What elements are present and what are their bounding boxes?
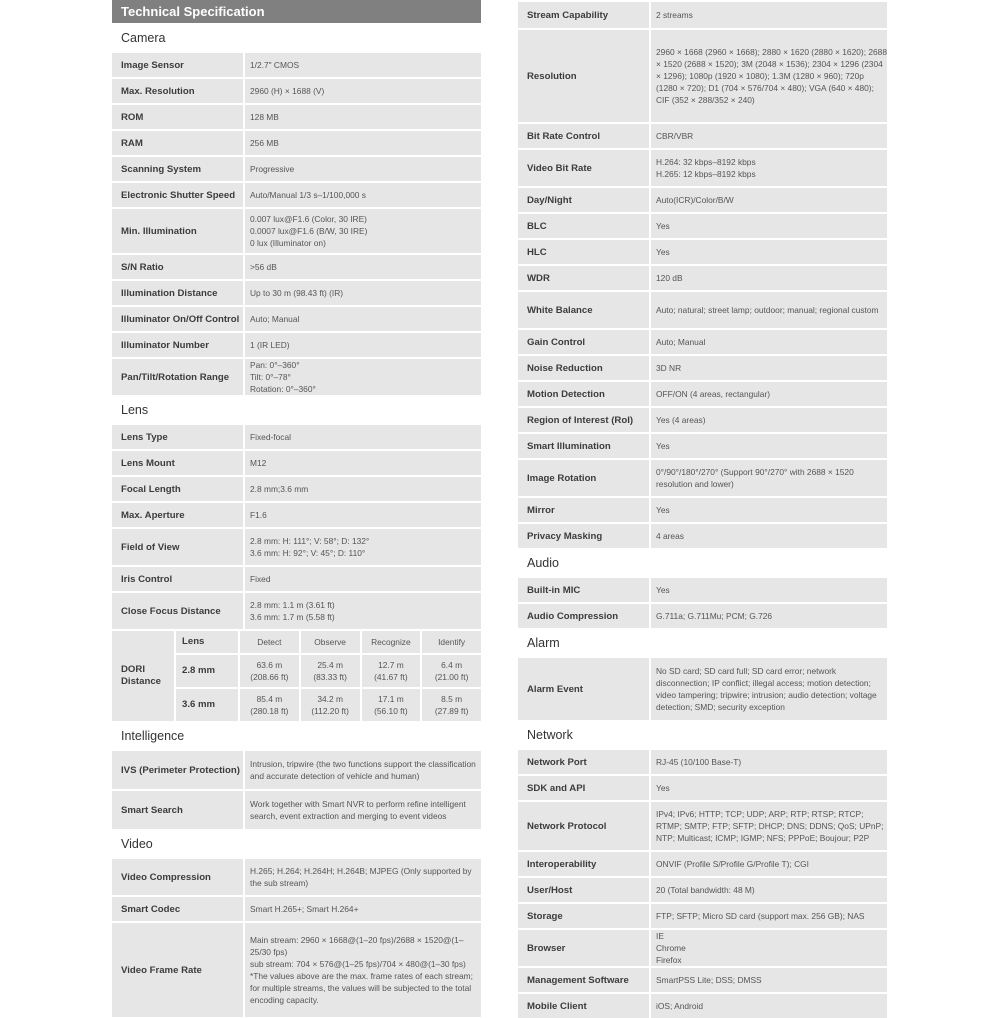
spec-label: Scanning System — [112, 157, 243, 181]
spec-label: Day/Night — [518, 188, 649, 212]
spec-row — [518, 188, 887, 212]
spec-row — [518, 930, 887, 966]
dori-header-cell: Lens — [176, 631, 238, 653]
right-column — [518, 0, 887, 1018]
alarm-table — [518, 658, 887, 720]
spec-row — [518, 904, 887, 928]
spec-label: RAM — [112, 131, 243, 155]
spec-row — [112, 281, 481, 305]
spec-value: Work together with Smart NVR to perform refine intelligent search, event extraction and merging to event videos — [245, 791, 481, 829]
spec-value: Up to 30 m (98.43 ft) (IR) — [245, 281, 481, 305]
spec-label: Lens Type — [112, 425, 243, 449]
spec-value: H.264: 32 kbps–8192 kbps H.265: 12 kbps–8192 kbps — [651, 150, 887, 186]
spec-row — [112, 105, 481, 129]
spec-row — [112, 359, 481, 395]
spec-label: Mobile Client — [518, 994, 649, 1018]
spec-value: Fixed — [245, 567, 481, 591]
spec-row — [112, 593, 481, 629]
section-audio-title: Audio — [518, 550, 887, 576]
dori-cell: 25.4 m (83.33 ft) — [301, 655, 360, 687]
spec-row — [112, 477, 481, 501]
spec-row — [112, 791, 481, 829]
spec-label: Alarm Event — [518, 658, 649, 720]
dori-cell: 2.8 mm — [176, 655, 238, 687]
dori-cell: 3.6 mm — [176, 689, 238, 721]
dori-cell: 12.7 m (41.67 ft) — [362, 655, 421, 687]
spec-label: Close Focus Distance — [112, 593, 243, 629]
spec-value: >56 dB — [245, 255, 481, 279]
spec-value: H.265; H.264; H.264H; H.264B; MJPEG (Only supported by the sub stream) — [245, 859, 481, 895]
video-continued-table — [518, 2, 887, 548]
spec-label: BLC — [518, 214, 649, 238]
dori-cell: 8.5 m (27.89 ft) — [422, 689, 481, 721]
spec-label: Min. Illumination — [112, 209, 243, 253]
dori-cell: 34.2 m (112.20 ft) — [301, 689, 360, 721]
spec-row — [518, 30, 887, 122]
spec-value: Yes — [651, 776, 887, 800]
spec-value: Auto(ICR)/Color/B/W — [651, 188, 887, 212]
section-alarm-title: Alarm — [518, 630, 887, 656]
left-column — [112, 0, 481, 1017]
video-table — [112, 859, 481, 1017]
spec-value: 128 MB — [245, 105, 481, 129]
spec-row — [518, 604, 887, 628]
spec-row — [518, 2, 887, 28]
spec-value: 4 areas — [651, 524, 887, 548]
dori-cell: 63.6 m (208.66 ft) — [240, 655, 299, 687]
lens-table — [112, 425, 481, 629]
spec-label: Video Frame Rate — [112, 923, 243, 1017]
spec-label: Illuminator Number — [112, 333, 243, 357]
spec-label: ROM — [112, 105, 243, 129]
spec-value: No SD card; SD card full; SD card error; network disconnection; IP conflict; illegal access; motion detection; video tampering; tripwire; intrusion; audio detection; voltage detection; SMD; security exception — [651, 658, 887, 720]
spec-label: Iris Control — [112, 567, 243, 591]
spec-row — [112, 307, 481, 331]
spec-label: Pan/Tilt/Rotation Range — [112, 359, 243, 395]
spec-row — [518, 292, 887, 328]
spec-label: Mirror — [518, 498, 649, 522]
spec-label: Bit Rate Control — [518, 124, 649, 148]
spec-row — [112, 157, 481, 181]
spec-value: 3D NR — [651, 356, 887, 380]
spec-value: RJ-45 (10/100 Base-T) — [651, 750, 887, 774]
spec-label: Management Software — [518, 968, 649, 992]
spec-value: Yes — [651, 578, 887, 602]
spec-row — [518, 994, 887, 1018]
spec-value: Smart H.265+; Smart H.264+ — [245, 897, 481, 921]
dori-grid — [176, 631, 481, 721]
spec-value: 2.8 mm: 1.1 m (3.61 ft) 3.6 mm: 1.7 m (5.58 ft) — [245, 593, 481, 629]
spec-label: HLC — [518, 240, 649, 264]
dori-cell: 6.4 m (21.00 ft) — [422, 655, 481, 687]
page-title: Technical Specification — [112, 0, 481, 23]
spec-label: Smart Search — [112, 791, 243, 829]
spec-value: 1 (IR LED) — [245, 333, 481, 357]
spec-label: Smart Codec — [112, 897, 243, 921]
spec-label: SDK and API — [518, 776, 649, 800]
spec-label: Electronic Shutter Speed — [112, 183, 243, 207]
spec-row — [518, 408, 887, 432]
spec-row — [112, 425, 481, 449]
spec-row — [518, 356, 887, 380]
spec-label: Stream Capability — [518, 2, 649, 28]
spec-value: IPv4; IPv6; HTTP; TCP; UDP; ARP; RTP; RTSP; RTCP; RTMP; SMTP; FTP; SFTP; DHCP; DNS; DDNS; QoS; UPnP; NTP; Multicast; ICMP; IGMP; NFS; PPPoE; Boujour; P2P — [651, 802, 887, 850]
spec-row — [112, 923, 481, 1017]
spec-label: Network Port — [518, 750, 649, 774]
spec-row — [112, 183, 481, 207]
spec-label: Motion Detection — [518, 382, 649, 406]
spec-row — [112, 79, 481, 103]
spec-label: Field of View — [112, 529, 243, 565]
spec-label: Image Sensor — [112, 53, 243, 77]
spec-value: Yes — [651, 214, 887, 238]
spec-row — [518, 150, 887, 186]
spec-label: Smart Illumination — [518, 434, 649, 458]
spec-value: Main stream: 2960 × 1668@(1–20 fps)/2688 × 1520@(1–25/30 fps) sub stream: 704 × 576@(1–25 fps)/704 × 480@(1–30 fps) *The values above are the max. frame rates of each stream; for multiple streams, the values will be subjected to the total encoding capacity. — [245, 923, 481, 1017]
spec-label: Illumination Distance — [112, 281, 243, 305]
spec-value: 0.007 lux@F1.6 (Color, 30 IRE) 0.0007 lux@F1.6 (B/W, 30 IRE) 0 lux (Illuminator on) — [245, 209, 481, 253]
spec-value: Yes — [651, 498, 887, 522]
spec-row — [518, 578, 887, 602]
spec-row — [518, 460, 887, 496]
dori-cell: 17.1 m (56.10 ft) — [362, 689, 421, 721]
spec-value: ONVIF (Profile S/Profile G/Profile T); CGI — [651, 852, 887, 876]
section-video-title: Video — [112, 831, 481, 857]
section-network-title: Network — [518, 722, 887, 748]
spec-label: Audio Compression — [518, 604, 649, 628]
spec-value: Fixed-focal — [245, 425, 481, 449]
spec-row — [112, 255, 481, 279]
spec-label: White Balance — [518, 292, 649, 328]
spec-value: OFF/ON (4 areas, rectangular) — [651, 382, 887, 406]
dori-table — [112, 631, 481, 721]
spec-value: 2 streams — [651, 2, 887, 28]
spec-label: Noise Reduction — [518, 356, 649, 380]
spec-value: 20 (Total bandwidth: 48 M) — [651, 878, 887, 902]
spec-value: IE Chrome Firefox — [651, 930, 887, 966]
spec-label: Browser — [518, 930, 649, 966]
spec-row — [112, 209, 481, 253]
intelligence-table — [112, 751, 481, 829]
spec-label: WDR — [518, 266, 649, 290]
spec-label: S/N Ratio — [112, 255, 243, 279]
dori-label: DORI Distance — [112, 631, 174, 721]
spec-row — [112, 451, 481, 475]
spec-row — [518, 266, 887, 290]
spec-row — [112, 529, 481, 565]
spec-value: 0°/90°/180°/270° (Support 90°/270° with 2688 × 1520 resolution and lower) — [651, 460, 887, 496]
spec-row — [112, 897, 481, 921]
spec-value: FTP; SFTP; Micro SD card (support max. 256 GB); NAS — [651, 904, 887, 928]
dori-cell: 85.4 m (280.18 ft) — [240, 689, 299, 721]
spec-row — [518, 968, 887, 992]
spec-row — [112, 567, 481, 591]
spec-value: 256 MB — [245, 131, 481, 155]
spec-row — [518, 240, 887, 264]
spec-value: 2960 × 1668 (2960 × 1668); 2880 × 1620 (2880 × 1620); 2688 × 1520 (2688 × 1520); 3M (2048 × 1536); 2304 × 1296 (2304 × 1296); 1080p (1920 × 1080); 1.3M (1280 × 960); 720p (1280 × 720); D1 (704 × 576/704 × 480); VGA (640 × 480); CIF (352 × 288/352 × 240) — [651, 30, 887, 122]
dori-header-cell: Observe — [301, 631, 360, 653]
spec-value: Yes — [651, 434, 887, 458]
dori-header-cell: Identify — [422, 631, 481, 653]
spec-value: Progressive — [245, 157, 481, 181]
dori-header-cell: Recognize — [362, 631, 421, 653]
spec-label: Resolution — [518, 30, 649, 122]
spec-value: Yes (4 areas) — [651, 408, 887, 432]
spec-label: Video Compression — [112, 859, 243, 895]
spec-label: Storage — [518, 904, 649, 928]
spec-value: M12 — [245, 451, 481, 475]
dori-header-cell: Detect — [240, 631, 299, 653]
spec-label: Built-in MIC — [518, 578, 649, 602]
spec-row — [518, 878, 887, 902]
spec-row — [518, 750, 887, 774]
spec-value: 2960 (H) × 1688 (V) — [245, 79, 481, 103]
spec-label: Focal Length — [112, 477, 243, 501]
spec-label: Max. Aperture — [112, 503, 243, 527]
spec-row — [518, 498, 887, 522]
spec-row — [518, 124, 887, 148]
spec-label: IVS (Perimeter Protection) — [112, 751, 243, 789]
spec-label: User/Host — [518, 878, 649, 902]
spec-row — [112, 53, 481, 77]
spec-value: Pan: 0°–360° Tilt: 0°–78° Rotation: 0°–360° — [245, 359, 481, 395]
audio-table — [518, 578, 887, 628]
spec-value: Auto/Manual 1/3 s–1/100,000 s — [245, 183, 481, 207]
spec-row — [518, 214, 887, 238]
spec-row — [112, 503, 481, 527]
spec-value: Auto; Manual — [651, 330, 887, 354]
spec-row — [518, 776, 887, 800]
spec-label: Max. Resolution — [112, 79, 243, 103]
section-intelligence-title: Intelligence — [112, 723, 481, 749]
spec-label: Illuminator On/Off Control — [112, 307, 243, 331]
spec-row — [518, 382, 887, 406]
spec-value: iOS; Android — [651, 994, 887, 1018]
spec-value: G.711a; G.711Mu; PCM; G.726 — [651, 604, 887, 628]
spec-row — [518, 524, 887, 548]
spec-value: 2.8 mm;3.6 mm — [245, 477, 481, 501]
spec-label: Privacy Masking — [518, 524, 649, 548]
spec-row — [518, 658, 887, 720]
spec-value: 1/2.7" CMOS — [245, 53, 481, 77]
spec-value: 2.8 mm: H: 111°; V: 58°; D: 132° 3.6 mm: H: 92°; V: 45°; D: 110° — [245, 529, 481, 565]
camera-table — [112, 53, 481, 395]
spec-label: Interoperability — [518, 852, 649, 876]
spec-value: Auto; natural; street lamp; outdoor; manual; regional custom — [651, 292, 887, 328]
spec-row — [518, 434, 887, 458]
spec-value: SmartPSS Lite; DSS; DMSS — [651, 968, 887, 992]
spec-label: Network Protocol — [518, 802, 649, 850]
spec-value: 120 dB — [651, 266, 887, 290]
spec-value: CBR/VBR — [651, 124, 887, 148]
section-camera-title: Camera — [112, 25, 481, 51]
spec-row — [518, 852, 887, 876]
spec-row — [112, 333, 481, 357]
spec-label: Video Bit Rate — [518, 150, 649, 186]
spec-label: Region of Interest (RoI) — [518, 408, 649, 432]
spec-value: Auto; Manual — [245, 307, 481, 331]
section-lens-title: Lens — [112, 397, 481, 423]
spec-label: Gain Control — [518, 330, 649, 354]
spec-row — [112, 131, 481, 155]
spec-value: Intrusion, tripwire (the two functions support the classification and accurate detection of vehicle and human) — [245, 751, 481, 789]
spec-value: Yes — [651, 240, 887, 264]
spec-row — [518, 802, 887, 850]
spec-row — [112, 859, 481, 895]
network-table — [518, 750, 887, 1018]
spec-label: Image Rotation — [518, 460, 649, 496]
spec-row — [112, 751, 481, 789]
spec-value: F1.6 — [245, 503, 481, 527]
spec-label: Lens Mount — [112, 451, 243, 475]
spec-row — [518, 330, 887, 354]
